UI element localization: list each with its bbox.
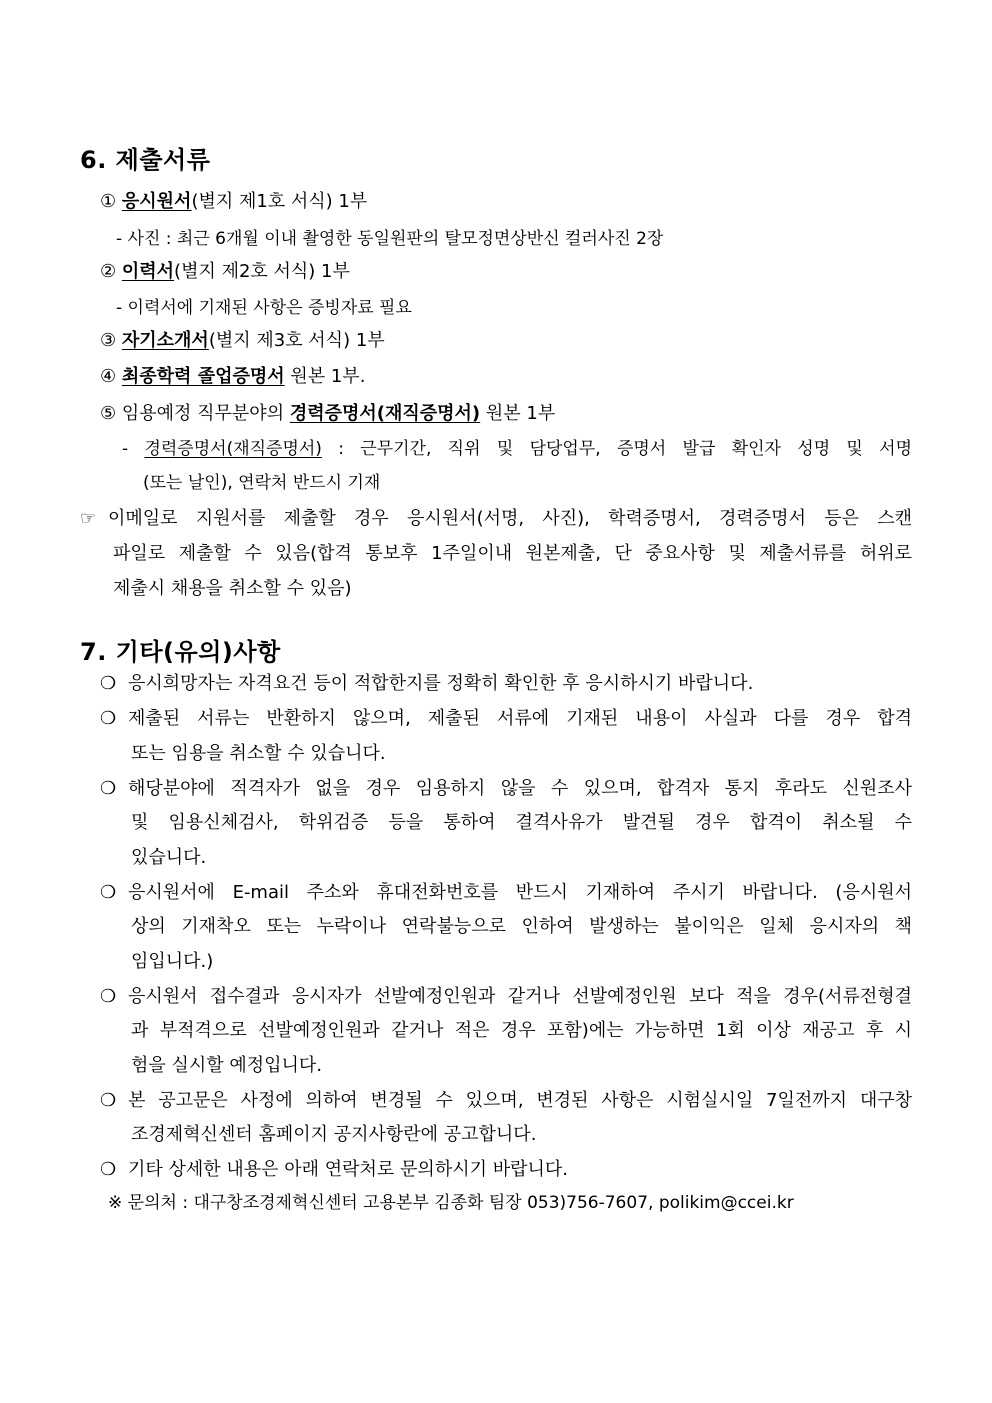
item-title: 응시원서 [121,191,192,212]
circle-bullet-icon: ❍ [100,882,117,903]
bullet-item-6-line2: 조경제혁신센터 홈페이지 공지사항란에 공고합니다. [131,1124,537,1145]
list-item-2 [100,255,350,289]
bullet-item-6 [100,1084,912,1118]
item-prefix: 임용예정 직무분야의 [121,403,290,424]
bullet-text: 응시원서에 E-mail 주소와 휴대전화번호를 반드시 기재하여 주시기 바랍니다. (응시원서 [128,882,912,903]
item-number: ④ [100,366,117,387]
item-detail: (별지 제3호 서식) 1부 [208,330,385,351]
list-item-4 [100,360,365,394]
item-detail: 원본 1부 [480,403,556,424]
item-number: ⑤ [100,403,117,424]
list-item-2-sub: - 이력서에 기재된 사항은 증빙자료 필요 [116,298,412,318]
bullet-text: 기타 상세한 내용은 아래 연락처로 문의하시기 바랍니다. [128,1159,568,1180]
item-title: 자기소개서 [121,330,209,351]
bullet-item-4-line3: 임입니다.) [131,951,214,972]
list-item-5-sub [122,432,912,466]
bullet-item-5-line3: 험을 실시할 예정입니다. [131,1055,323,1076]
bullet-item-2-line2: 또는 임용을 취소할 수 있습니다. [131,743,386,764]
bullet-item-7 [100,1153,568,1187]
sub-detail: : 근무기간, 직위 및 담당업무, 증명서 발급 확인자 성명 및 서명 [321,439,912,459]
circle-bullet-icon: ❍ [100,778,117,799]
bullet-item-4 [100,876,912,910]
circle-bullet-icon: ❍ [100,1159,117,1180]
item-number: ① [100,191,117,212]
list-item-5-sub-line2: (또는 날인), 연락처 반드시 기재 [143,473,381,493]
item-title: 최종학력 졸업증명서 [121,366,285,387]
circle-bullet-icon: ❍ [100,986,117,1007]
item-title: 경력증명서(재직증명서) [289,403,481,424]
bullet-item-2 [100,702,912,736]
list-item-1 [100,185,367,219]
list-item-5 [100,397,555,431]
bullet-text: 본 공고문은 사정에 의하여 변경될 수 있으며, 변경된 사항은 시험실시일 7일전까지 대구창 [128,1090,912,1111]
section-6-heading: 6. 제출서류 [80,146,211,174]
note-text: 이메일로 지원서를 제출할 경우 응시원서(서명, 사진), 학력증명서, 경력증명서 등은 스캔 [108,508,912,529]
item-detail: 원본 1부. [284,366,366,387]
list-item-3 [100,324,385,358]
bullet-text: 제출된 서류는 반환하지 않으며, 제출된 서류에 기재된 내용이 사실과 다를 경우 합격 [128,708,912,729]
item-number: ② [100,261,117,282]
contact-info: ※ 문의처 : 대구창조경제혁신센터 고용본부 김종화 팀장 053)756-7607, polikim@ccei.kr [108,1193,794,1213]
bullet-item-4-line2: 상의 기재착오 또는 누락이나 연락불능으로 인하여 발생하는 불이익은 일체 응시자의 책 [131,916,912,937]
bullet-item-5-line2: 과 부적격으로 선발예정인원과 같거나 적은 경우 포함)에는 가능하면 1회 이상 재공고 후 시 [131,1020,912,1041]
circle-bullet-icon: ❍ [100,1090,117,1111]
item-detail: (별지 제2호 서식) 1부 [174,261,350,282]
sub-title: 경력증명서(재직증명서) [144,439,322,459]
bullet-item-3 [100,772,912,806]
note-line-1 [80,502,912,536]
circle-bullet-icon: ❍ [100,708,117,729]
bullet-item-1 [100,667,753,701]
bullet-text: 응시원서 접수결과 응시자가 선발예정인원과 같거나 선발예정인원 보다 적을 경우(서류전형결 [128,986,912,1007]
note-line-3: 제출시 채용을 취소할 수 있음) [113,578,352,599]
bullet-text: 해당분야에 적격자가 없을 경우 임용하지 않을 수 있으며, 합격자 통지 후라도 신원조사 [128,778,912,799]
bullet-item-3-line2: 및 임용신체검사, 학위검증 등을 통하여 결격사유가 발견될 경우 합격이 취소될 수 [131,812,912,833]
section-7-heading: 7. 기타(유의)사항 [80,638,281,666]
bullet-text: 응시희망자는 자격요건 등이 적합한지를 정확히 확인한 후 응시하시기 바랍니다. [128,673,754,694]
item-title: 이력서 [121,261,175,282]
pointing-hand-icon: ☞ [80,508,97,529]
bullet-item-3-line3: 있습니다. [131,847,207,868]
circle-bullet-icon: ❍ [100,673,117,694]
sub-dash: - [122,439,129,459]
note-line-2: 파일로 제출할 수 있음(합격 통보후 1주일이내 원본제출, 단 중요사항 및 제출서류를 허위로 [113,543,912,564]
list-item-1-sub: - 사진 : 최근 6개월 이내 촬영한 동일원판의 탈모정면상반신 컬러사진 2장 [116,229,664,249]
bullet-item-5 [100,980,912,1014]
item-detail: (별지 제1호 서식) 1부 [191,191,368,212]
item-number: ③ [100,330,117,351]
